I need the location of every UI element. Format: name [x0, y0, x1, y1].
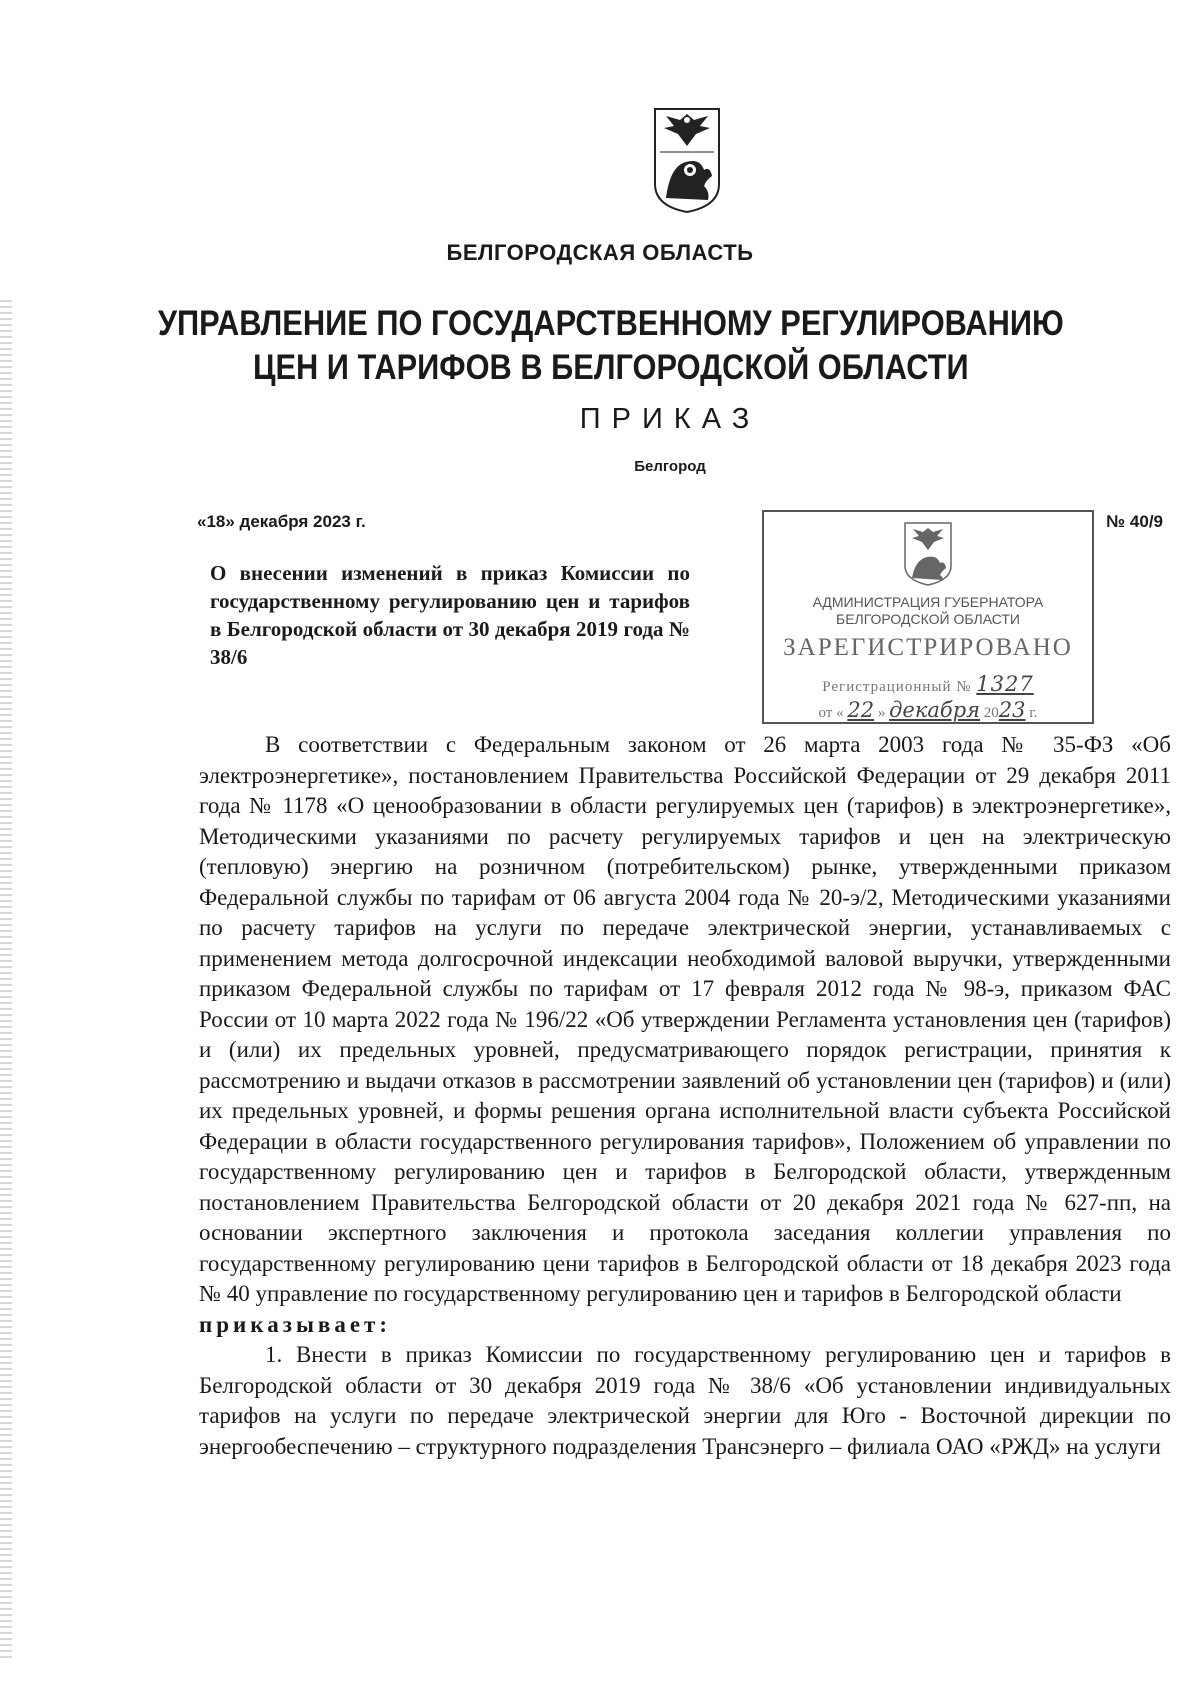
stamp-date-century: 20 [983, 705, 999, 721]
department-title-line-1: УПРАВЛЕНИЕ ПО ГОСУДАРСТВЕННОМУ РЕГУЛИРОВАНИЮ [157, 304, 1064, 343]
stamp-registration-label: Регистрационный № [822, 679, 972, 695]
stamp-registration-line [764, 672, 1092, 696]
stamp-organization-line-2: БЕЛГОРОДСКОЙ ОБЛАСТИ [836, 611, 1020, 627]
stamp-date-year: 23 [998, 698, 1026, 722]
city: Белгород [634, 458, 706, 475]
stamp-emblem-icon [902, 520, 954, 588]
document-type: ПРИКАЗ [579, 403, 761, 435]
order-date: «18» декабря 2023 г. [197, 512, 366, 531]
stamp-organization-line-1: АДМИНИСТРАЦИЯ ГУБЕРНАТОРА [812, 594, 1044, 610]
body-paragraph-2: 1. Внести в приказ Комиссии по государственному регулированию цен и тарифов в Белгородской области от 30 декабря 2019 года № 38/6 «Об установлении индивидуальных тарифов на услуги по передаче электрической энергии для Юго - Восточной дирекции по энергообеспечению – структурного подразделения Трансэнерго – филиала ОАО «РЖД» на услуги [199, 1342, 1171, 1459]
body-paragraph-1-verb: приказывает: [199, 1311, 391, 1337]
stamp-date-mid: » [877, 705, 886, 721]
stamp-registration-number: 1327 [976, 672, 1034, 696]
stamp-date-month: декабря [889, 698, 981, 722]
coat-of-arms-emblem [652, 106, 722, 214]
stamp-date-day: 22 [847, 698, 875, 722]
order-body [199, 730, 1171, 1462]
stamp-status: ЗАРЕГИСТРИРОВАНО [783, 634, 1073, 661]
department-title [83, 302, 1139, 390]
body-paragraph-1 [199, 730, 1171, 1340]
department-title-line-2: ЦЕН И ТАРИФОВ В БЕЛГОРОДСКОЙ ОБЛАСТИ [252, 348, 969, 387]
stamp-date-prefix: от « [818, 705, 844, 721]
body-paragraph-1-text: В соответствии с Федеральным законом от 26 марта 2003 года № 35-ФЗ «Об электроэнергетике», постановлением Правительства Российской Федерации от 29 декабря 2011 года № 1178 «О ценообразовании в области регулируемых цен (тарифов) в электроэнергетике», Методическими указаниями по расчету регулируемых тарифов и цен на электрическую (тепловую) энергию на розничном (потребительском) рынке, утвержденными приказом Федеральной службы по тарифам от 06 августа 2004 года № 20-э/2, Методическими указаниями по расчету тарифов на услуги по передаче электрической энергии, устанавливаемых с применением метода долгосрочной индексации необходимой валовой выручки, утвержденными приказом Федеральной службы по тарифам от 17 февраля 2012 года № 98-э, приказом ФАС России от 10 марта 2022 года № 196/22 «Об утверждении Регламента установления цен (тарифов) и (или) их предельных уровней, предусматривающего порядок регистрации, принятия к рассмотрению и выдачи отказов в рассмотрении заявлений об установлении цен (тарифов) и (или) их предельных уровней, и формы решения органа исполнительной власти субъекта Российской Федерации в области государственного регулирования тарифов», Положением об управлении по государственному регулированию цен и тарифов в Белгородской области, утвержденным постановлением Правительства Белгородской области от 20 декабря 2021 года № 627-пп, на основании экспертного заключения и протокола заседания коллегии управления по государственному регулированию цени тарифов в Белгородской области от 18 декабря 2023 года № 40 управление по государственному регулированию цен и тарифов в Белгородской области [199, 732, 1171, 1306]
region-title: БЕЛГОРОДСКАЯ ОБЛАСТЬ [446, 240, 754, 265]
stamp-date-suffix: г. [1029, 705, 1038, 721]
stamp-organization [764, 594, 1092, 628]
stamp-date-line [764, 698, 1092, 722]
scan-edge-artifact [0, 300, 12, 1660]
order-subject: О внесении изменений в приказ Комиссии по государственному регулированию цен и тарифов в Белгородской области от 30 декабря 2019 года № 38/6 [210, 561, 690, 669]
registration-stamp [762, 510, 1094, 724]
order-number: № 40/9 [1106, 512, 1163, 531]
